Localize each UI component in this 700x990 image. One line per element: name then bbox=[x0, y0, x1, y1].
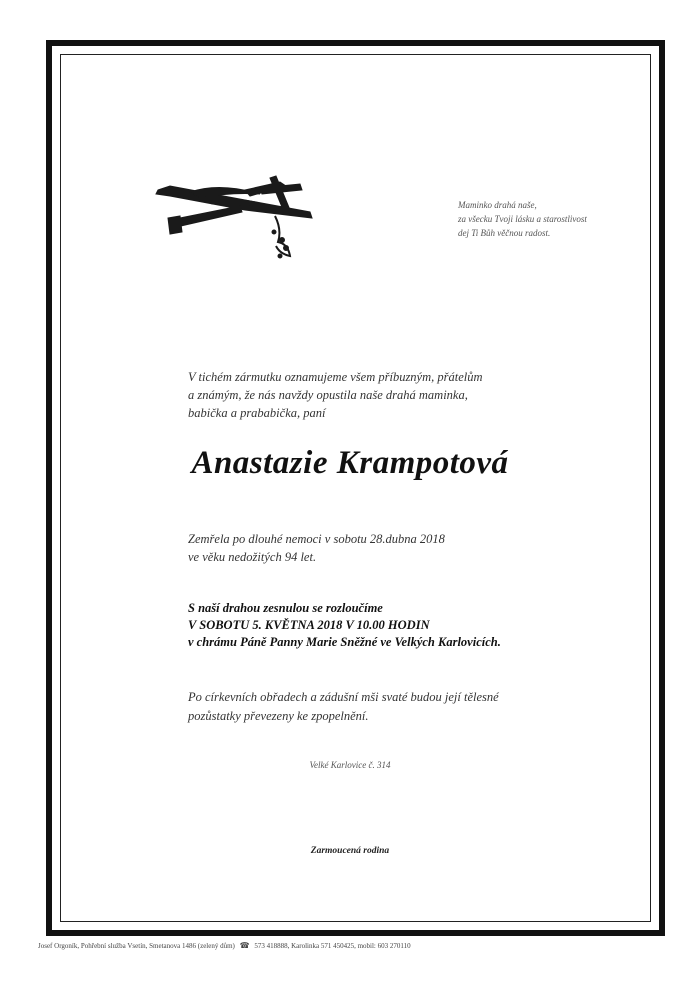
announcement-text bbox=[188, 368, 568, 422]
ceremony-line: V SOBOTU 5. KVĚTNA 2018 V 10.00 HODIN bbox=[188, 618, 430, 632]
ceremony-line: S naší drahou zesnulou se rozloučíme bbox=[188, 601, 383, 615]
verse-line: dej Ti Bůh věčnou radost. bbox=[458, 228, 551, 238]
announcement-line: a známým, že nás navždy opustila naše drahá maminka, bbox=[188, 388, 468, 402]
memorial-verse bbox=[458, 198, 648, 240]
deceased-name bbox=[0, 445, 700, 482]
funeral-ceremony bbox=[188, 600, 501, 651]
footer-company: Josef Orgoník, Pohřební služba Vsetín, Smetanova 1486 (zelený dům) bbox=[38, 942, 235, 950]
announcement-line: babička a prababička, paní bbox=[188, 406, 326, 420]
remains-notice bbox=[188, 688, 499, 726]
mourning-border-inner bbox=[60, 54, 651, 922]
verse-line: za všecku Tvoji lásku a starostlivost bbox=[458, 214, 587, 224]
phone-icon: ☎ bbox=[239, 941, 250, 950]
footer-phones: 573 418888, Karolinka 571 450425, mobil: 603 270110 bbox=[254, 942, 411, 950]
remains-line: Po církevních obřadech a zádušní mši svaté budou její tělesné bbox=[188, 690, 499, 704]
deceased-name-text: Anastazie Krampotová bbox=[191, 445, 509, 481]
address: Velké Karlovice č. 314 bbox=[309, 760, 391, 770]
verse-line: Maminko drahá naše, bbox=[458, 200, 537, 210]
family-signature: Zarmoucená rodina bbox=[310, 846, 390, 856]
ceremony-line: v chrámu Páně Panny Marie Sněžné ve Velkých Karlovicích. bbox=[188, 635, 501, 649]
death-details bbox=[188, 530, 445, 566]
announcement-line: V tichém zármutku oznamujeme všem příbuzným, přátelům bbox=[188, 370, 483, 384]
remains-line: pozůstatky převezeny ke zpopelnění. bbox=[188, 709, 369, 723]
cross-icon bbox=[150, 170, 320, 265]
funeral-service-footer bbox=[38, 941, 678, 950]
mourning-border-outer bbox=[46, 40, 665, 936]
death-line: ve věku nedožitých 94 let. bbox=[188, 550, 317, 564]
death-line: Zemřela po dlouhé nemoci v sobotu 28.dubna 2018 bbox=[188, 532, 445, 546]
